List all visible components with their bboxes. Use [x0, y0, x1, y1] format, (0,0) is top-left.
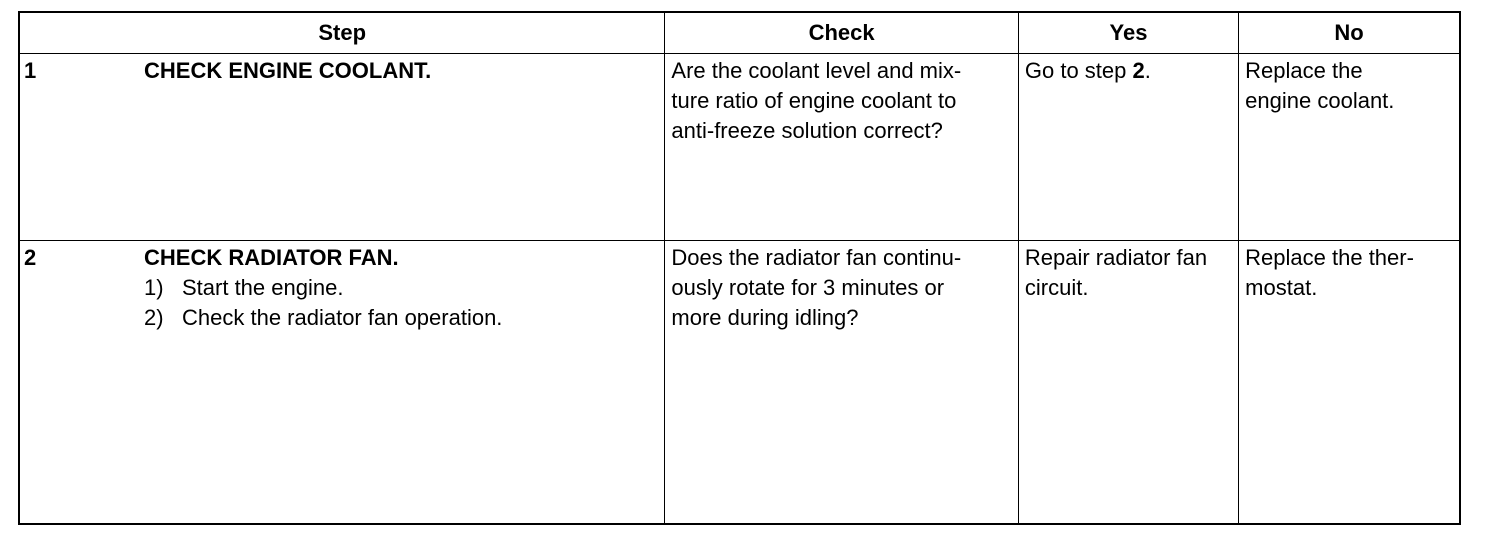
check-line: more during idling?: [671, 305, 859, 330]
yes-line: Repair radiator fan: [1024, 245, 1208, 270]
no-cell: [1239, 241, 1460, 525]
substep-text: Check the radiator fan operation.: [182, 305, 503, 330]
no-line: engine coolant.: [1245, 88, 1395, 113]
check-line: Are the coolant level and mix-: [671, 58, 962, 83]
substep-number: 2): [144, 305, 164, 330]
substep-number: 1): [144, 275, 164, 300]
yes-cell: [1018, 54, 1238, 241]
step-title: CHECK ENGINE COOLANT.: [144, 58, 432, 83]
no-cell: [1239, 54, 1460, 241]
check-cell: [665, 241, 1018, 525]
header-step: Step: [19, 12, 665, 54]
substep-item: [144, 303, 664, 333]
no-line: mostat.: [1245, 275, 1318, 300]
no-line: Replace the: [1245, 58, 1363, 83]
no-line: Replace the ther-: [1245, 245, 1414, 270]
check-cell: [665, 54, 1018, 241]
check-line: Does the radiator fan continu-: [671, 245, 962, 270]
diagnostic-table: [18, 11, 1461, 525]
table-row: [19, 54, 1460, 241]
check-line: ture ratio of engine coolant to: [671, 88, 957, 113]
header-row: [19, 12, 1460, 54]
substep-item: [144, 273, 664, 303]
check-line: anti-freeze solution correct?: [671, 118, 943, 143]
yes-line: circuit.: [1024, 275, 1089, 300]
step-cell: [19, 54, 665, 241]
step-cell: [19, 241, 665, 525]
check-line: ously rotate for 3 minutes or: [671, 275, 945, 300]
yes-step-ref: 2: [1132, 58, 1145, 83]
table-row: [19, 241, 1460, 525]
yes-text: [1019, 54, 1238, 86]
step-number: 2: [24, 245, 37, 270]
step-title: CHECK RADIATOR FAN.: [144, 245, 399, 270]
header-check: Check: [665, 12, 1018, 54]
header-no: No: [1239, 12, 1460, 54]
yes-suffix: .: [1144, 58, 1151, 83]
yes-cell: [1018, 241, 1238, 525]
substep-text: Start the engine.: [182, 275, 344, 300]
step-number: 1: [24, 58, 37, 83]
yes-prefix: Go to step: [1024, 58, 1133, 83]
header-yes: Yes: [1018, 12, 1238, 54]
